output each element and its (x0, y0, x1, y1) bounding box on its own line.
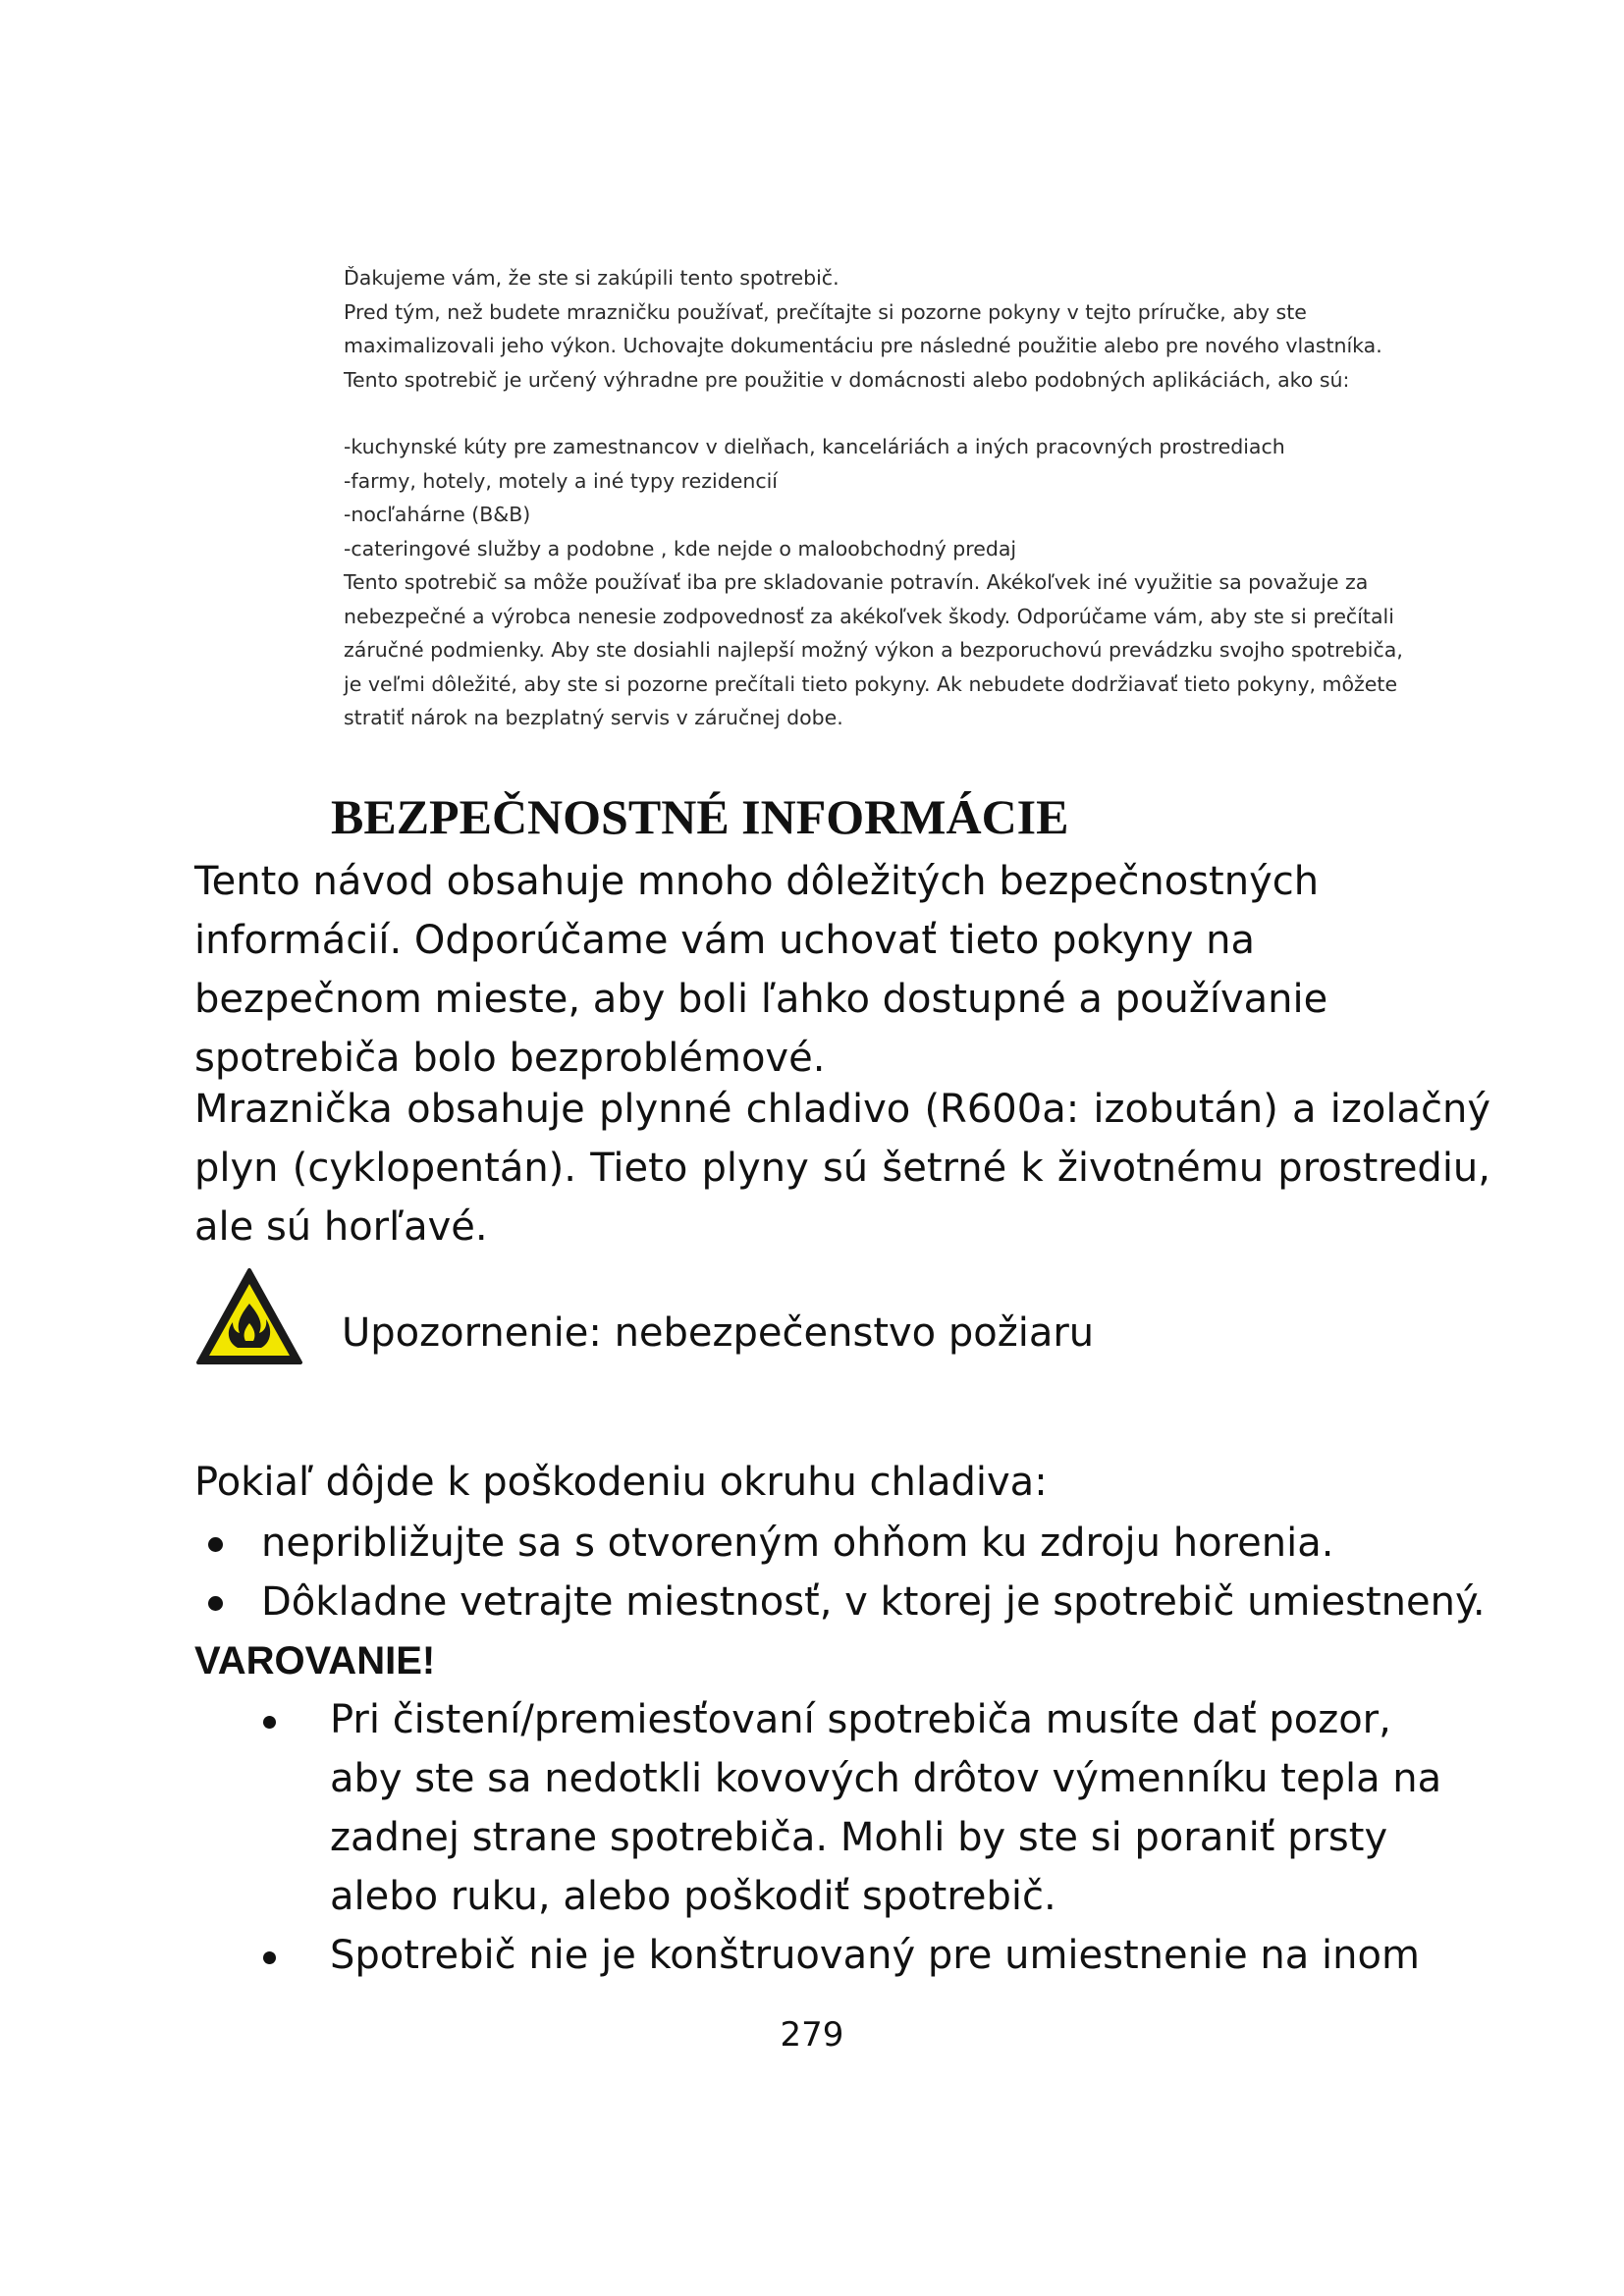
intro-text (344, 261, 1532, 735)
intro-list-line: -cateringové služby a podobne , kde nejde o maloobchodný predaj (344, 536, 1017, 561)
intro-list-line: Tento spotrebič sa môže používať iba pre skladovanie potravín. Akékoľvek iné využitie sa považuje za (344, 570, 1369, 594)
list-item-text: Spotrebič nie je konštruovaný pre umiestnenie na inom (330, 1933, 1420, 1978)
warning-heading: VAROVANIE! (194, 1639, 436, 1682)
page-number: 279 (780, 2015, 844, 2055)
list-item-text: Dôkladne vetrajte miestnosť, v ktorej je spotrebič umiestnený. (261, 1579, 1486, 1625)
intro-line: maximalizovali jeho výkon. Uchovajte dokumentáciu pre následné použitie alebo pre nového vlastníka. (344, 334, 1382, 357)
paragraph-gap (344, 397, 1532, 430)
intro-list-line: záručné podmienky. Aby ste dosiahli najlepší možný výkon a bezporuchovú prevádzku svojho spotrebiča, (344, 638, 1403, 662)
refrigerant-paragraph: Mraznička obsahuje plynné chladivo (R600a: izobután) a izolačný plyn (cyklopentán). Tieto plyny sú šetrné k životnému prostrediu, ale sú horľavé. (194, 1087, 1490, 1250)
refrigerant-damage-intro: Pokiaľ dôjde k poškodeniu okruhu chladiva: (194, 1460, 1048, 1505)
list-item-text: nepribližujte sa s otvoreným ohňom ku zdroju horenia. (261, 1521, 1334, 1566)
bullet-icon (208, 1596, 223, 1611)
intro-line: Pred tým, než budete mrazničku používať, prečítajte si pozorne pokyny v tejto príručke, aby ste (344, 299, 1307, 324)
intro-list-line: -farmy, hotely, motely a iné typy rezidencií (344, 468, 778, 493)
intro-list-line: je veľmi dôležité, aby ste si pozorne prečítali tieto pokyny. Ak nebudete dodržiavať tieto pokyny, môžete (344, 671, 1398, 696)
intro-list-line: -kuchynské kúty pre zamestnancov v dielňach, kanceláriách a iných pracovných prostrediach (344, 435, 1285, 458)
intro-list-line: stratiť nárok na bezplatný servis v záručnej dobe. (344, 706, 843, 729)
intro-line: Ďakujeme vám, že ste si zakúpili tento spotrebič. (344, 266, 839, 290)
fire-hazard-icon (194, 1266, 304, 1368)
intro-list-line: -nocľahárne (B&B) (344, 503, 531, 526)
section-heading: BEZPEČNOSTNÉ INFORMÁCIE (331, 789, 1069, 844)
list-item-text: Pri čistení/premiesťovaní spotrebiča musíte dať pozor, aby ste sa nedotkli kovových drôtov výmenníku tepla na zadnej strane spotrebiča. Mohli by ste si poraniť prsty alebo ruku, alebo poškodiť spotrebič. (330, 1697, 1442, 1919)
bullet-icon (208, 1537, 223, 1552)
warning-text: Upozornenie: nebezpečenstvo požiaru (342, 1310, 1095, 1356)
intro-list-line: nebezpečné a výrobca nenesie zodpovednosť za akékoľvek škody. Odporúčame vám, aby ste si prečítali (344, 604, 1394, 628)
safety-paragraph: Tento návod obsahuje mnoho dôležitých bezpečnostných informácií. Odporúčame vám uchovať tieto pokyny na bezpečnom mieste, aby boli ľahko dostupné a používanie spotrebiča bolo bezproblémové. (194, 859, 1328, 1081)
bullet-icon (263, 1951, 276, 1964)
bullet-icon (263, 1716, 276, 1729)
intro-line: Tento spotrebič je určený výhradne pre použitie v domácnosti alebo podobných aplikáciách, ako sú: (344, 367, 1350, 392)
